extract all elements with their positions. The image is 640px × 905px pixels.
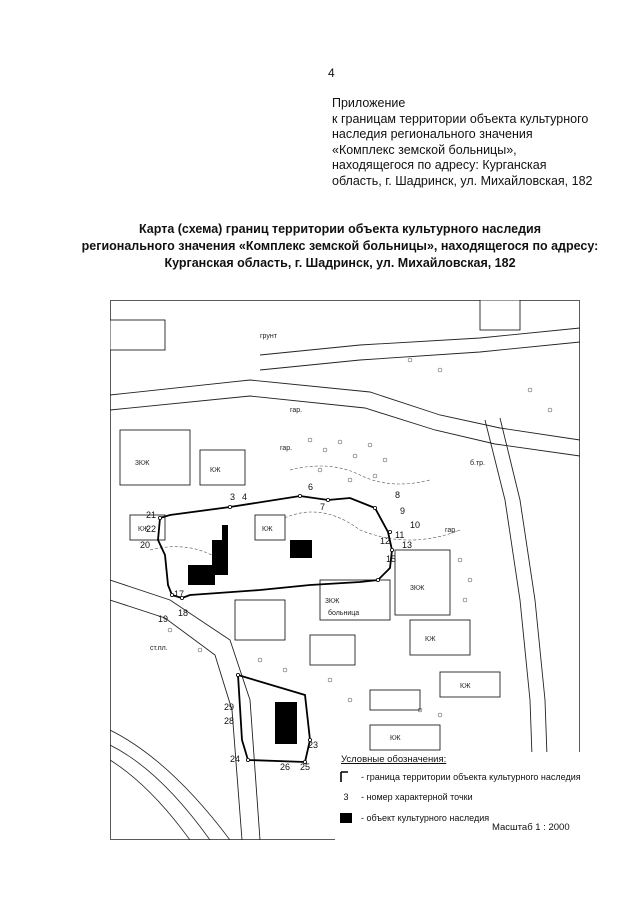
appendix-line: находящегося по адресу: Курганская [332, 158, 547, 172]
building-label: 3КЖ [135, 460, 150, 467]
legend-object-text: - объект культурного наследия [361, 813, 490, 823]
legend-title: Условные обозначения: [341, 754, 447, 765]
point-label: 28 [224, 716, 235, 726]
appendix-line: Приложение [332, 96, 406, 110]
ground-label: грунт [260, 333, 277, 340]
point-label: 4 [242, 492, 248, 502]
map-title [60, 221, 620, 272]
point-label: 9 [400, 506, 406, 516]
point-label: 6 [308, 482, 314, 492]
building-label: 3КЖ [325, 598, 340, 605]
point-label: 18 [178, 608, 189, 618]
point-label: 24 [230, 754, 241, 764]
point-label: 3 [230, 492, 236, 502]
boundary-symbol-icon [335, 770, 357, 784]
point-label: 19 [158, 614, 169, 624]
hospital-label: больница [328, 610, 360, 617]
title-line: Курганская область, г. Шадринск, ул. Михайловская, 182 [164, 256, 516, 270]
point-label: 13 [402, 540, 413, 550]
point-label: 20 [140, 540, 151, 550]
legend-row-point [335, 792, 473, 802]
legend-point-text: - номер характерной точки [361, 792, 473, 802]
garage-label: гар. [290, 407, 303, 414]
building-label: КЖ [390, 735, 401, 742]
point-label: 23 [308, 740, 319, 750]
title-line: Карта (схема) границ территории объекта культурного наследия [139, 222, 541, 236]
garage-label: гар. [280, 445, 293, 452]
point-label: 29 [224, 702, 235, 712]
platform-label: ст.пл. [150, 645, 168, 652]
building-label: КЖ [425, 636, 436, 643]
appendix-line: «Комплекс земской больницы», [332, 142, 517, 157]
building-label: 3КЖ [410, 585, 425, 592]
point-label: 15 [386, 554, 397, 564]
building-label: КЖ [210, 467, 221, 474]
building-label: КЖ [138, 526, 149, 533]
legend-boundary-text: - граница территории объекта культурного наследия [361, 772, 581, 782]
transformer-label: б.тр. [470, 460, 485, 467]
appendix-block [332, 96, 622, 189]
appendix-line: область, г. Шадринск, ул. Михайловская, 182 [332, 173, 593, 188]
garage-label: гар. [445, 527, 458, 534]
point-label: 22 [146, 524, 157, 534]
building-label: КЖ [460, 683, 471, 690]
point-label: 17 [174, 589, 185, 599]
point-label: 10 [410, 520, 421, 530]
point-label: 11 [395, 530, 405, 540]
building-label: КЖ [262, 526, 273, 533]
point-label: 25 [300, 762, 311, 772]
heritage-object-icon [335, 812, 357, 824]
map-scale: Масштаб 1 : 2000 [492, 822, 570, 833]
appendix-line: к границам территории объекта культурного [332, 111, 589, 126]
point-label: 7 [320, 502, 326, 512]
point-label: 26 [280, 762, 291, 772]
point-label: 12 [380, 536, 391, 546]
title-line: регионального значения «Комплекс земской больницы», находящегося по адресу: [81, 239, 599, 253]
legend-row-object [335, 812, 489, 824]
page-number: 4 [328, 66, 335, 80]
point-label: 21 [146, 510, 157, 520]
point-label: 8 [395, 490, 401, 500]
appendix-line: наследия регионального значения [332, 127, 533, 141]
point-number-example: 3 [343, 792, 349, 802]
legend-row-boundary [335, 770, 581, 784]
